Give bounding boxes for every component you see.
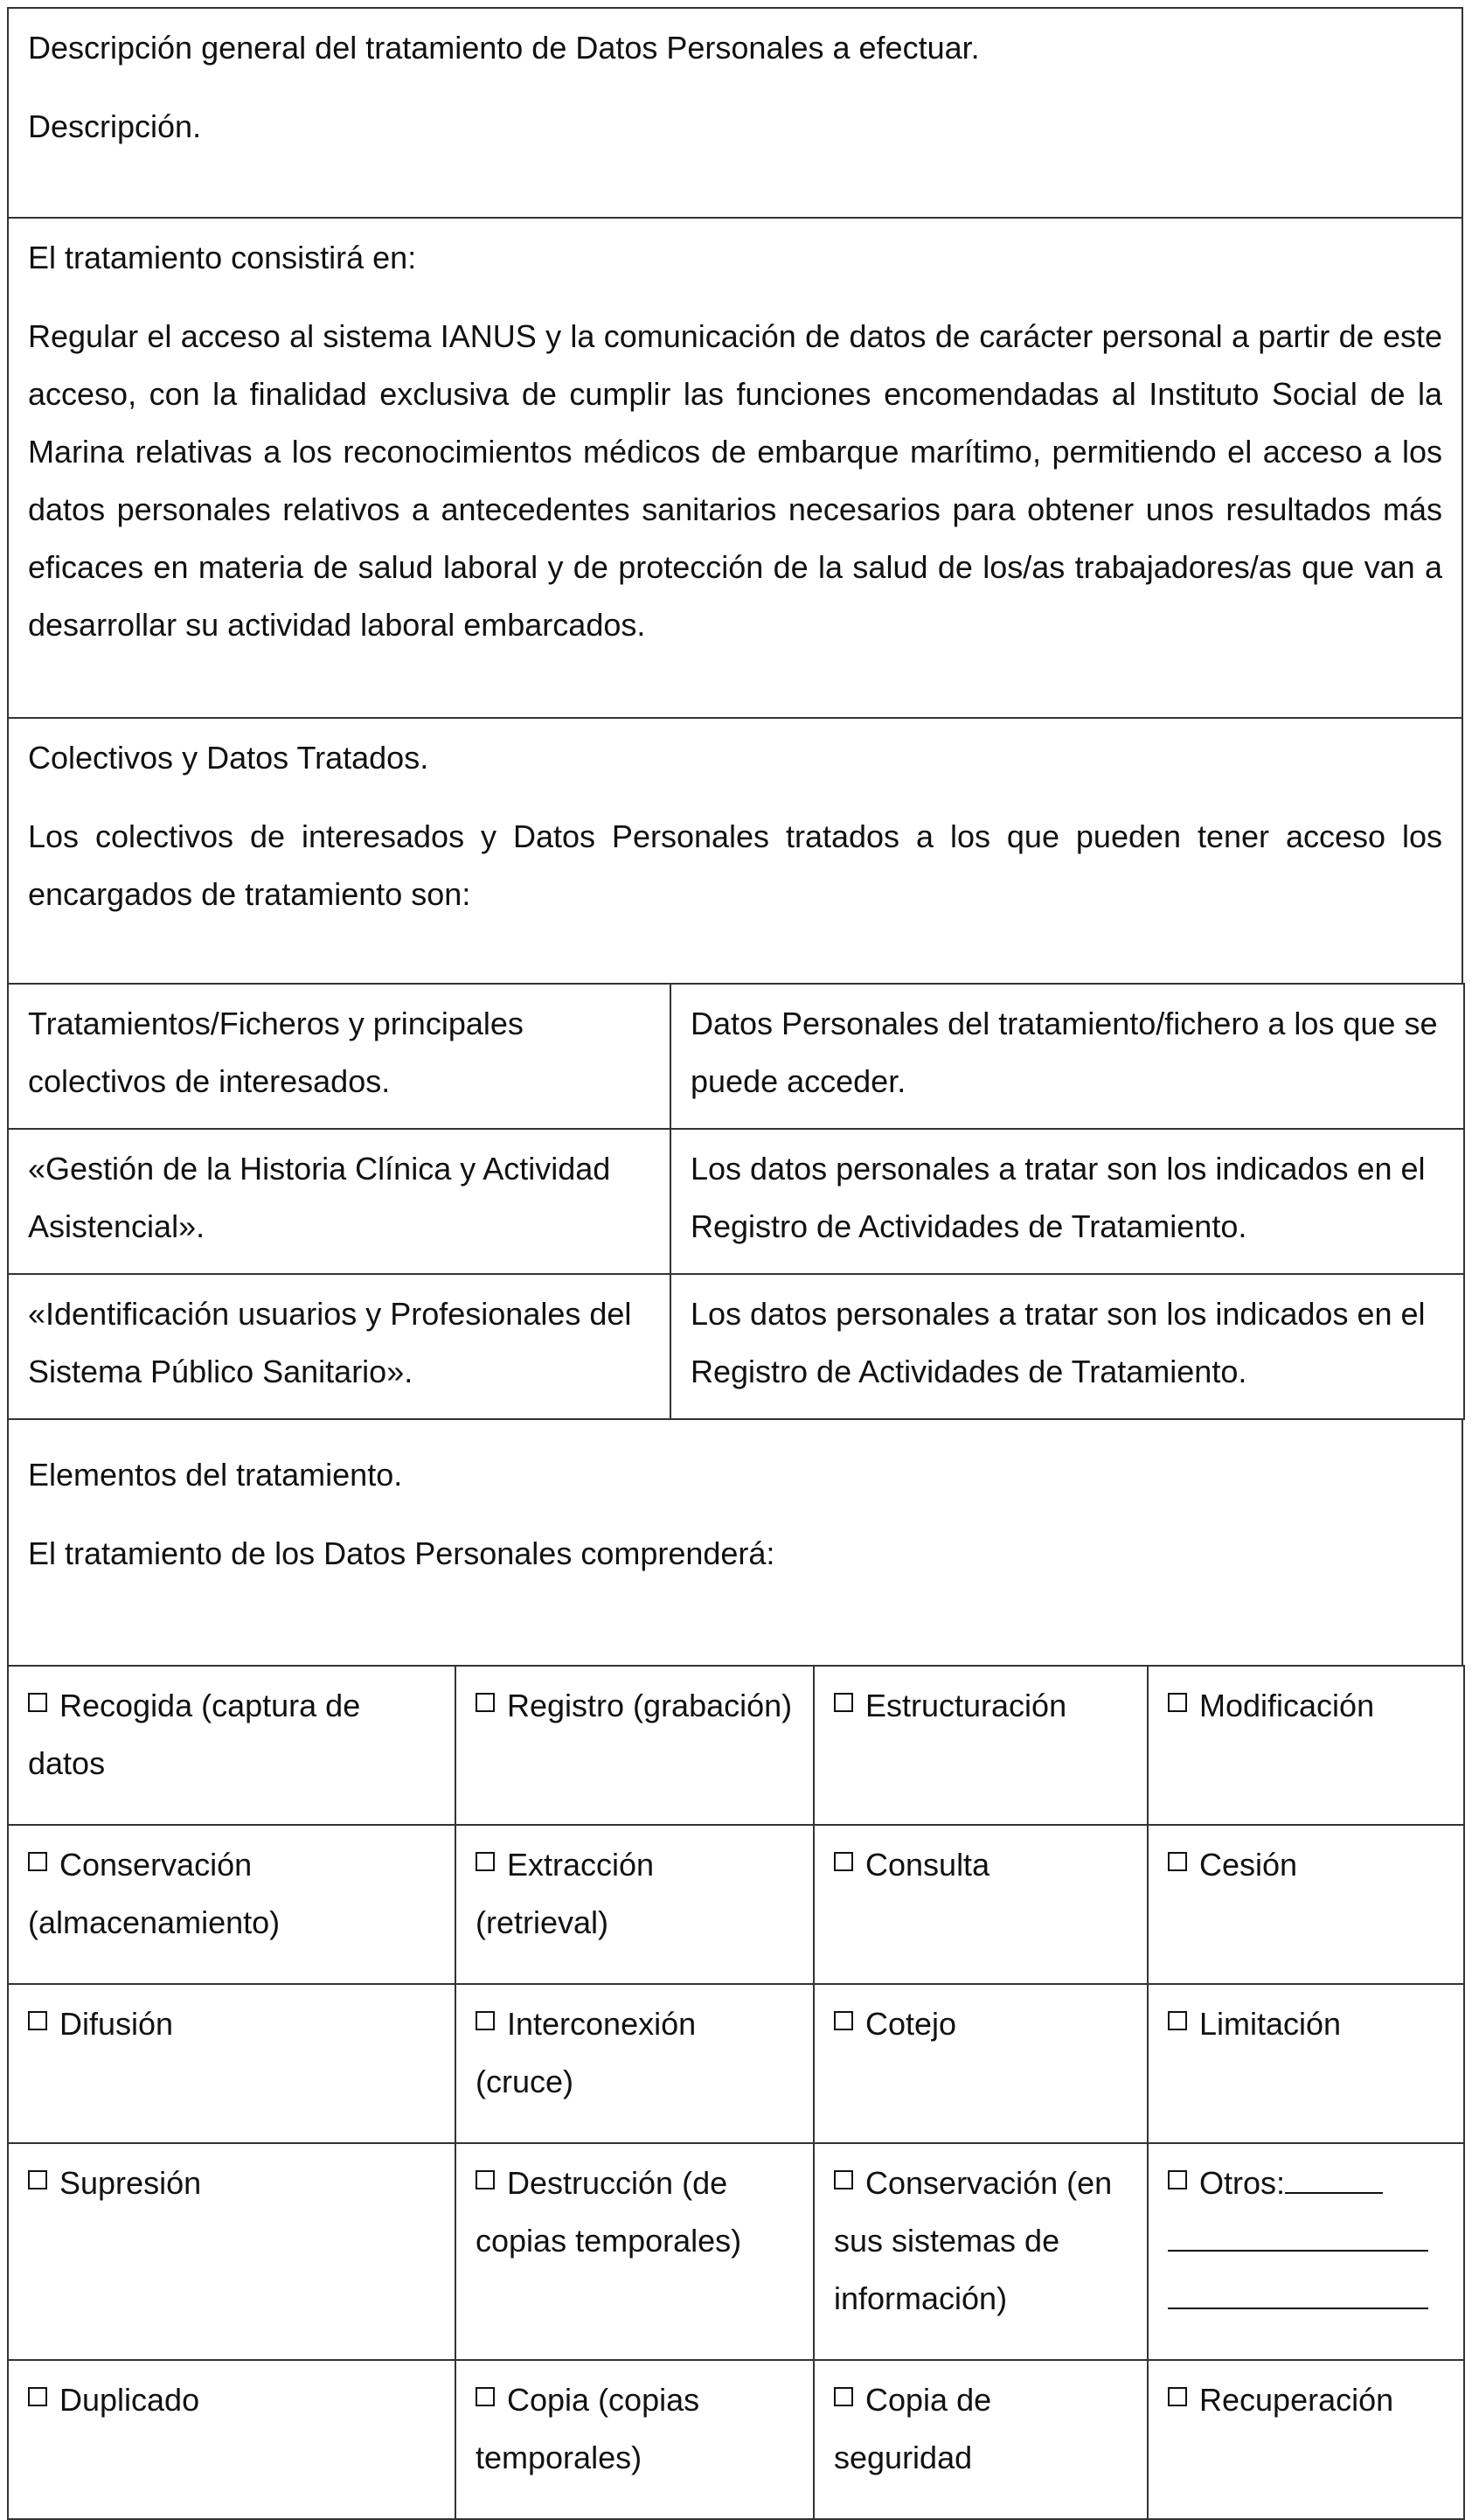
option-label: Duplicado bbox=[59, 2382, 200, 2418]
option-label: Difusión bbox=[59, 2006, 174, 2042]
empty-checkbox-icon[interactable] bbox=[28, 1852, 47, 1871]
option-label: Cesión bbox=[1199, 1847, 1298, 1883]
colectivos-header-col2: Datos Personales del tratamiento/fichero a los que se puede acceder. bbox=[670, 984, 1464, 1129]
table-row bbox=[8, 1825, 1464, 1984]
option-estructuracion[interactable] bbox=[814, 1666, 1148, 1825]
option-cotejo[interactable] bbox=[814, 1984, 1148, 2143]
empty-checkbox-icon[interactable] bbox=[476, 2387, 495, 2406]
option-label: Conservación (almacenamiento) bbox=[28, 1847, 281, 1940]
option-copia[interactable] bbox=[455, 2360, 814, 2519]
empty-checkbox-icon[interactable] bbox=[476, 1693, 495, 1712]
empty-checkbox-icon[interactable] bbox=[834, 2170, 853, 2189]
main-table bbox=[7, 7, 1463, 985]
empty-checkbox-icon[interactable] bbox=[28, 2387, 47, 2406]
colectivos-heading: Colectivos y Datos Tratados. bbox=[28, 740, 429, 776]
empty-checkbox-icon[interactable] bbox=[1168, 2011, 1187, 2030]
option-cesion[interactable] bbox=[1148, 1825, 1464, 1984]
tratamiento-row bbox=[8, 218, 1462, 718]
option-recogida[interactable] bbox=[8, 1666, 455, 1825]
option-copia-seguridad[interactable] bbox=[814, 2360, 1148, 2519]
otros-blank-line[interactable] bbox=[1285, 2162, 1383, 2194]
colectivos-row1-col1: «Gestión de la Historia Clínica y Actividad Asistencial». bbox=[8, 1129, 670, 1274]
option-label: Interconexión (cruce) bbox=[476, 2006, 697, 2099]
option-otros[interactable] bbox=[1148, 2143, 1464, 2360]
option-interconexion[interactable] bbox=[455, 1984, 814, 2143]
table-row bbox=[8, 1274, 1464, 1419]
option-duplicado[interactable] bbox=[8, 2360, 455, 2519]
colectivos-row2-col2: Los datos personales a tratar son los indicados en el Registro de Actividades de Tratamiento. bbox=[670, 1274, 1464, 1419]
empty-checkbox-icon[interactable] bbox=[28, 2170, 47, 2189]
option-label: Conservación (en sus sistemas de información) bbox=[834, 2165, 1113, 2316]
elementos-heading: Elementos del tratamiento. bbox=[28, 1457, 403, 1493]
empty-checkbox-icon[interactable] bbox=[1168, 2170, 1187, 2189]
table-row bbox=[8, 1129, 1464, 1274]
empty-checkbox-icon[interactable] bbox=[1168, 2387, 1187, 2406]
option-label: Estructuración bbox=[865, 1688, 1067, 1723]
option-recuperacion[interactable] bbox=[1148, 2360, 1464, 2519]
option-label: Recogida (captura de datos bbox=[28, 1688, 361, 1781]
option-limitacion[interactable] bbox=[1148, 1984, 1464, 2143]
option-label: Limitación bbox=[1199, 2006, 1342, 2042]
option-extraccion[interactable] bbox=[455, 1825, 814, 1984]
colectivos-row1-col2: Los datos personales a tratar son los indicados en el Registro de Actividades de Tratamiento. bbox=[670, 1129, 1464, 1274]
option-label: Destrucción (de copias temporales) bbox=[476, 2165, 742, 2259]
tratamiento-heading: El tratamiento consistirá en: bbox=[28, 240, 417, 275]
options-table bbox=[7, 1665, 1465, 2520]
option-difusion[interactable] bbox=[8, 1984, 455, 2143]
document bbox=[7, 7, 1463, 2520]
table-row bbox=[8, 1984, 1464, 2143]
empty-checkbox-icon[interactable] bbox=[28, 1693, 47, 1712]
option-label: Supresión bbox=[59, 2165, 202, 2201]
option-label: Modificación bbox=[1199, 1688, 1375, 1723]
general-subheading: Descripción. bbox=[28, 108, 202, 144]
colectivos-cell bbox=[8, 718, 1462, 984]
empty-checkbox-icon[interactable] bbox=[476, 1852, 495, 1871]
otros-blank-line[interactable] bbox=[1168, 2220, 1428, 2252]
option-conservacion-sistemas[interactable] bbox=[814, 2143, 1148, 2360]
empty-checkbox-icon[interactable] bbox=[28, 2011, 47, 2030]
empty-checkbox-icon[interactable] bbox=[834, 1852, 853, 1871]
empty-checkbox-icon[interactable] bbox=[476, 2170, 495, 2189]
option-label: Cotejo bbox=[865, 2006, 957, 2042]
option-label: Registro (grabación) bbox=[507, 1688, 793, 1723]
general-row bbox=[8, 8, 1462, 218]
colectivos-row2-col1: «Identificación usuarios y Profesionales del Sistema Público Sanitario». bbox=[8, 1274, 670, 1419]
tratamiento-body: Regular el acceso al sistema IANUS y la comunicación de datos de carácter personal a partir de este acceso, con la finalidad exclusiva de cumplir las funciones encomendadas al Instituto Social de la Marina relativas a los reconocimientos médicos de embarque marítimo, permitiendo el acceso a los datos personales relativos a antecedentes sanitarios necesarios para obtener unos resultados más eficaces en materia de salud laboral y de protección de la salud de los/as trabajadores/as que van a desarrollar su actividad laboral embarcados. bbox=[28, 318, 1442, 643]
general-cell bbox=[8, 8, 1462, 218]
empty-checkbox-icon[interactable] bbox=[834, 2387, 853, 2406]
elementos-table bbox=[7, 1418, 1463, 1667]
option-label: Consulta bbox=[865, 1847, 990, 1883]
option-label: Otros: bbox=[1199, 2165, 1286, 2201]
colectivos-table bbox=[7, 983, 1465, 1420]
table-row bbox=[8, 2143, 1464, 2360]
option-destruccion[interactable] bbox=[455, 2143, 814, 2360]
empty-checkbox-icon[interactable] bbox=[834, 2011, 853, 2030]
elementos-cell bbox=[8, 1419, 1462, 1666]
option-registro[interactable] bbox=[455, 1666, 814, 1825]
tratamiento-cell bbox=[8, 218, 1462, 718]
colectivos-body: Los colectivos de interesados y Datos Personales tratados a los que pueden tener acceso los encargados de tratamiento son: bbox=[28, 818, 1442, 912]
empty-checkbox-icon[interactable] bbox=[1168, 1693, 1187, 1712]
elementos-row bbox=[8, 1419, 1462, 1666]
colectivos-header-col1: Tratamientos/Ficheros y principales colectivos de interesados. bbox=[8, 984, 670, 1129]
option-label: Copia de seguridad bbox=[834, 2382, 992, 2475]
table-row bbox=[8, 984, 1464, 1129]
option-label: Copia (copias temporales) bbox=[476, 2382, 700, 2475]
empty-checkbox-icon[interactable] bbox=[1168, 1852, 1187, 1871]
empty-checkbox-icon[interactable] bbox=[834, 1693, 853, 1712]
colectivos-row bbox=[8, 718, 1462, 984]
option-modificacion[interactable] bbox=[1148, 1666, 1464, 1825]
table-row bbox=[8, 2360, 1464, 2519]
empty-checkbox-icon[interactable] bbox=[476, 2011, 495, 2030]
option-conservacion[interactable] bbox=[8, 1825, 455, 1984]
option-label: Recuperación bbox=[1199, 2382, 1394, 2418]
option-label: Extracción (retrieval) bbox=[476, 1847, 655, 1940]
table-row bbox=[8, 1666, 1464, 1825]
elementos-body: El tratamiento de los Datos Personales comprenderá: bbox=[28, 1535, 775, 1571]
otros-blank-line[interactable] bbox=[1168, 2278, 1428, 2309]
option-consulta[interactable] bbox=[814, 1825, 1148, 1984]
option-supresion[interactable] bbox=[8, 2143, 455, 2360]
general-heading: Descripción general del tratamiento de Datos Personales a efectuar. bbox=[28, 30, 980, 66]
